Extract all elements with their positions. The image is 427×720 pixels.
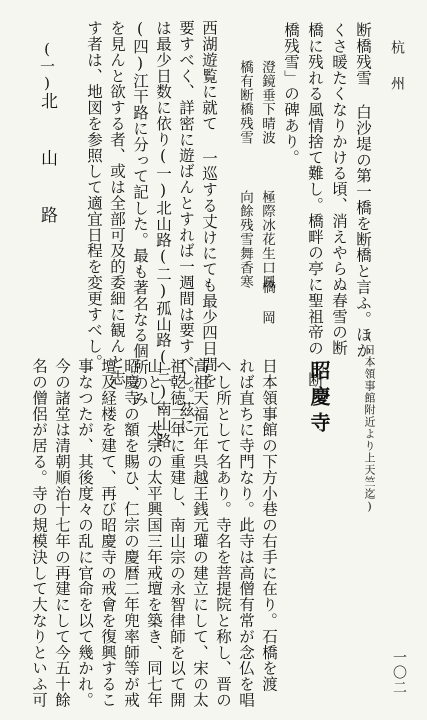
lower-line-5: を見んと欲する者、或は全部可及的委細に観んと志 [108, 20, 126, 386]
lower-line-6: す者は、地図を参照して適宜日程を変更すべし。 [85, 20, 103, 370]
poem-right-line-2: 向餘残雪舞香寒 [237, 190, 253, 289]
page-number: 一〇二 [391, 650, 407, 695]
lower-line-3: は最少日数に依り(一)北山路(二)孤山路(三)南山路 [154, 20, 172, 449]
temple-line-7: 昭慶寺の額を賜ひ、仁宗の慶暦二年兜率師等が戒 [122, 358, 140, 708]
poem-right-line-1: 極際冰花生口鳳 [259, 190, 275, 289]
temple-line-1: 日本領事館の下方小巷の右手に在り。石橋を渡 [260, 358, 278, 692]
temple-line-4: 高祖天福元年呉越王銭元瓘の建立にして、宋の太 [191, 358, 209, 708]
temple-line-10: 今の諸堂は清朝順治十七年の再建にして今五十餘 [53, 358, 71, 708]
temple-note: (日本領事館附近より上天竺迄) [363, 330, 376, 514]
temple-line-3: へし所として名あり。寺名を菩提院と称し、晋の [214, 358, 232, 708]
poem-left-line-2: 橋有断橋残雪 [237, 60, 253, 145]
temple-line-9: 事なつたが、其後度々の乱に官命を以て幾かれ。 [76, 358, 94, 708]
lower-line-4: (四)江干路に分って記した。最も著名なる個所のみ [131, 20, 149, 407]
lower-line-2: 要すべく、詳密に遊ばんとすれば一週間は要すべし。茲に [177, 20, 195, 434]
lower-line-1: 西湖遊覧に就て 一巡する丈けにても最少四日間を [200, 20, 218, 389]
section-name: 北 山 路 [37, 92, 57, 233]
section-number: (一) [38, 40, 56, 93]
upper-line-3: 橋に残れる風情捨て難し。橋畔の亭に聖祖帝の「断 [306, 22, 324, 388]
running-title: 杭 州 [389, 40, 405, 93]
temple-line-5: 祖乾徳二年に重建し、南山宗の永智律師を以て開 [168, 358, 186, 708]
temple-title: 昭慶寺 [307, 360, 331, 438]
temple-line-8: 壇及経楼を建て、再び昭慶寺の戒會を復興するこ [99, 358, 117, 708]
upper-line-2: くさ暖たくなりかける頃、消えやらぬ春雪の断 [330, 22, 348, 356]
upper-line-4: 橋残雪」の碑あり。 [282, 22, 300, 166]
temple-line-2: れば直ちに寺門なり。此寺は高僧有常が念仏を唱 [237, 358, 255, 708]
temple-line-11: 名の僧侶が居る。寺の規模決して大なりといふ可 [30, 358, 48, 708]
temple-line-6: 山とし、太宗の太平興国三年戒壇を築き、同七年 [145, 358, 163, 708]
upper-line-1: 断橋残雪 白沙堤の第一橋を断橋と言ふ。ほか [354, 22, 372, 359]
poem-left-line-1: 澄鏡垂下晴波 [259, 60, 275, 145]
poem-title: 橋 岡 [259, 280, 275, 325]
